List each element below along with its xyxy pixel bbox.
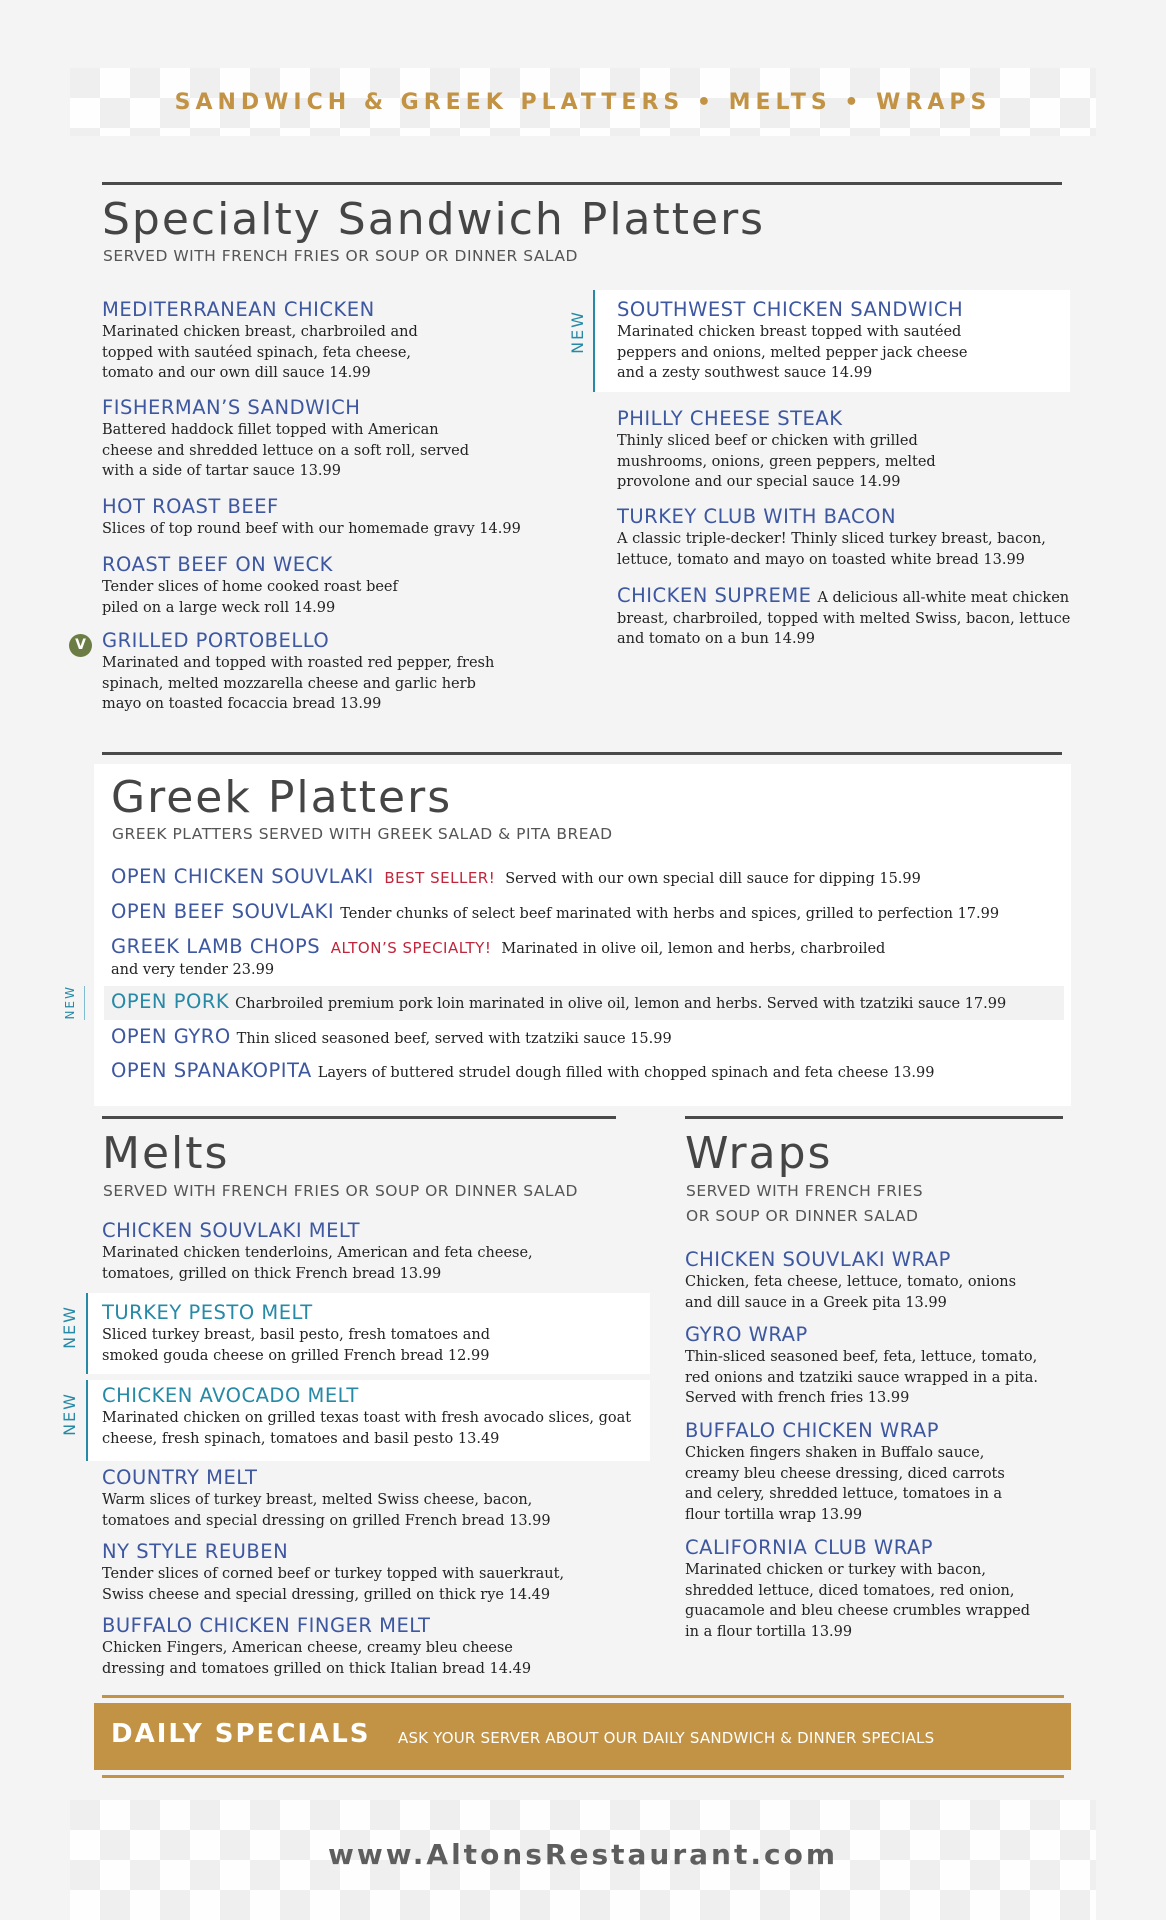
item-name: CHICKEN SUPREME bbox=[617, 584, 812, 607]
wraps-section-subtitle-line1: SERVED WITH FRENCH FRIES bbox=[686, 1182, 924, 1200]
menu-item-chicken-souvlaki-wrap bbox=[685, 1248, 1065, 1313]
daily-specials-banner bbox=[94, 1703, 1071, 1770]
sandwich-divider bbox=[102, 182, 1062, 185]
vegetarian-badge-icon: V bbox=[69, 634, 92, 657]
item-name: OPEN BEEF SOUVLAKI bbox=[111, 900, 335, 923]
daily-specials-top-line bbox=[102, 1695, 1064, 1698]
menu-item-open-pork bbox=[111, 990, 1071, 1017]
menu-item-roast-beef-on-weck bbox=[102, 553, 542, 618]
menu-item-chicken-supreme bbox=[617, 584, 1072, 650]
new-label: NEW bbox=[60, 1305, 79, 1349]
menu-item-ny-style-reuben bbox=[102, 1540, 647, 1605]
item-name: TURKEY CLUB WITH BACON bbox=[617, 505, 897, 528]
new-label: NEW bbox=[568, 310, 587, 354]
item-description: Sliced turkey breast, basil pesto, fresh tomatoes and smoked gouda cheese on grilled French bread 12.99 bbox=[102, 1327, 490, 1364]
menu-item-buffalo-chicken-wrap bbox=[685, 1419, 1065, 1525]
new-indicator-bar bbox=[593, 290, 595, 392]
item-description: Marinated chicken breast, charbroiled and topped with sautéed spinach, feta cheese, tomato and our own dill sauce 14.99 bbox=[102, 324, 418, 381]
item-description: Tender chunks of select beef marinated with herbs and spices, grilled to perfection 17.99 bbox=[340, 906, 1000, 922]
item-name: GREEK LAMB CHOPS bbox=[111, 935, 321, 958]
item-name: PHILLY CHEESE STEAK bbox=[617, 407, 843, 430]
item-description: Served with our own special dill sauce for dipping 15.99 bbox=[505, 871, 921, 887]
menu-item-turkey-club-with-bacon bbox=[617, 505, 1077, 570]
item-name: NY STYLE REUBEN bbox=[102, 1540, 289, 1563]
wraps-section-subtitle-line2: OR SOUP OR DINNER SALAD bbox=[686, 1207, 919, 1225]
item-description: Layers of buttered strudel dough filled with chopped spinach and feta cheese 13.99 bbox=[317, 1065, 935, 1081]
item-description: Thinly sliced beef or chicken with grilled mushrooms, onions, green peppers, melted provolone and our special sauce 14.99 bbox=[617, 433, 936, 490]
item-name: TURKEY PESTO MELT bbox=[102, 1301, 313, 1324]
item-name: COUNTRY MELT bbox=[102, 1466, 258, 1489]
item-description: A classic triple-decker! Thinly sliced turkey breast, bacon, lettuce, tomato and mayo on toasted white bread 13.99 bbox=[617, 531, 1046, 568]
melts-divider bbox=[102, 1116, 616, 1119]
greek-divider bbox=[102, 752, 1062, 755]
menu-item-open-beef-souvlaki bbox=[111, 900, 1071, 927]
item-name: OPEN GYRO bbox=[111, 1025, 231, 1048]
item-description: Battered haddock fillet topped with American cheese and shredded lettuce on a soft roll, served with a side of tartar sauce 13.99 bbox=[102, 422, 470, 479]
new-indicator-bar bbox=[86, 1380, 88, 1461]
item-name: OPEN SPANAKOPITA bbox=[111, 1059, 312, 1082]
item-name: SOUTHWEST CHICKEN SANDWICH bbox=[617, 298, 964, 321]
melts-section-title: Melts bbox=[102, 1128, 230, 1179]
sandwich-section-title: Specialty Sandwich Platters bbox=[102, 194, 766, 245]
wraps-divider bbox=[685, 1116, 1063, 1119]
new-indicator-bar bbox=[84, 986, 85, 1020]
new-indicator-bar bbox=[86, 1293, 88, 1374]
item-description: Thin sliced seasoned beef, served with tzatziki sauce 15.99 bbox=[236, 1031, 672, 1047]
menu-item-greek-lamb-chops bbox=[111, 935, 891, 981]
daily-specials-text: ASK YOUR SERVER ABOUT OUR DAILY SANDWICH & DINNER SPECIALS bbox=[398, 1729, 935, 1747]
item-description: Marinated chicken tenderloins, American and feta cheese, tomatoes, grilled on thick French bread 13.99 bbox=[102, 1245, 533, 1282]
item-description: Chicken fingers shaken in Buffalo sauce, creamy bleu cheese dressing, diced carrots and celery, shredded lettuce, tomatoes in a flour tortilla wrap 13.99 bbox=[685, 1445, 1005, 1523]
new-label: NEW bbox=[60, 1392, 79, 1436]
item-description: Marinated chicken breast topped with sautéed peppers and onions, melted pepper jack cheese and a zesty southwest sauce 14.99 bbox=[617, 324, 968, 381]
item-description: Slices of top round beef with our homemade gravy 14.99 bbox=[102, 521, 521, 537]
item-description: Marinated chicken on grilled texas toast with fresh avocado slices, goat cheese, fresh spinach, tomatoes and basil pesto 13.49 bbox=[102, 1410, 632, 1447]
menu-item-turkey-pesto-melt bbox=[102, 1301, 622, 1366]
item-name: GRILLED PORTOBELLO bbox=[102, 629, 330, 652]
item-description: Marinated in olive oil, lemon and herbs, charbroiled and very tender 23.99 bbox=[111, 941, 886, 978]
item-name: FISHERMAN’S SANDWICH bbox=[102, 396, 361, 419]
menu-item-chicken-avocado-melt bbox=[102, 1384, 647, 1449]
item-name: CHICKEN SOUVLAKI MELT bbox=[102, 1219, 361, 1242]
menu-item-open-gyro bbox=[111, 1025, 1071, 1052]
best-seller-badge: BEST SELLER! bbox=[384, 869, 496, 887]
item-name: OPEN CHICKEN SOUVLAKI bbox=[111, 865, 374, 888]
menu-item-gyro-wrap bbox=[685, 1323, 1065, 1409]
item-description: A delicious all-white meat chicken breast, charbroiled, topped with melted Swiss, bacon, lettuce and tomato on a bun 14.99 bbox=[617, 590, 1071, 647]
menu-item-buffalo-chicken-finger-melt bbox=[102, 1614, 647, 1679]
item-description: Marinated and topped with roasted red pepper, fresh spinach, melted mozzarella cheese and garlic herb mayo on toasted focaccia bread 13.99 bbox=[102, 655, 495, 712]
item-description: Chicken Fingers, American cheese, creamy bleu cheese dressing and tomatoes grilled on thick Italian bread 14.49 bbox=[102, 1640, 532, 1677]
item-name: CHICKEN AVOCADO MELT bbox=[102, 1384, 359, 1407]
menu-item-southwest-chicken-sandwich bbox=[617, 298, 1067, 384]
menu-item-open-chicken-souvlaki bbox=[111, 865, 1071, 892]
item-name: HOT ROAST BEEF bbox=[102, 495, 279, 518]
menu-item-california-club-wrap bbox=[685, 1536, 1065, 1642]
menu-item-hot-roast-beef bbox=[102, 495, 562, 540]
item-description: Marinated chicken or turkey with bacon, shredded lettuce, diced tomatoes, red onion, guacamole and bleu cheese crumbles wrapped in a flour tortilla 13.99 bbox=[685, 1562, 1031, 1640]
melts-section-subtitle: SERVED WITH FRENCH FRIES OR SOUP OR DINNER SALAD bbox=[103, 1182, 578, 1200]
wraps-section-title: Wraps bbox=[685, 1128, 833, 1179]
menu-item-country-melt bbox=[102, 1466, 647, 1531]
footer-banner bbox=[70, 1800, 1096, 1920]
daily-specials-bottom-line bbox=[102, 1775, 1064, 1778]
sandwich-section-subtitle: SERVED WITH FRENCH FRIES OR SOUP OR DINNER SALAD bbox=[103, 247, 578, 265]
item-description: Chicken, feta cheese, lettuce, tomato, onions and dill sauce in a Greek pita 13.99 bbox=[685, 1274, 1017, 1311]
item-name: BUFFALO CHICKEN FINGER MELT bbox=[102, 1614, 431, 1637]
menu-item-grilled-portobello bbox=[102, 629, 542, 715]
item-name: CHICKEN SOUVLAKI WRAP bbox=[685, 1248, 951, 1271]
menu-item-chicken-souvlaki-melt bbox=[102, 1219, 622, 1284]
new-label: NEW bbox=[63, 985, 77, 1020]
item-description: Tender slices of corned beef or turkey topped with sauerkraut, Swiss cheese and special dressing, grilled on thick rye 14.49 bbox=[102, 1566, 565, 1603]
greek-section-subtitle: GREEK PLATTERS SERVED WITH GREEK SALAD & PITA BREAD bbox=[112, 825, 613, 843]
menu-item-open-spanakopita bbox=[111, 1059, 1071, 1086]
item-description: Thin-sliced seasoned beef, feta, lettuce, tomato, red onions and tzatziki sauce wrapped in a pita. Served with french fries 13.99 bbox=[685, 1349, 1038, 1406]
altons-specialty-badge: ALTON’S SPECIALTY! bbox=[330, 939, 492, 957]
daily-specials-title: DAILY SPECIALS bbox=[111, 1719, 371, 1749]
top-banner bbox=[70, 68, 1096, 136]
menu-item-philly-cheese-steak bbox=[617, 407, 1067, 493]
item-name: BUFFALO CHICKEN WRAP bbox=[685, 1419, 940, 1442]
item-description: Warm slices of turkey breast, melted Swiss cheese, bacon, tomatoes and special dressing on grilled French bread 13.99 bbox=[102, 1492, 551, 1529]
item-name: ROAST BEEF ON WECK bbox=[102, 553, 333, 576]
item-name: MEDITERRANEAN CHICKEN bbox=[102, 298, 375, 321]
item-name: CALIFORNIA CLUB WRAP bbox=[685, 1536, 934, 1559]
greek-section-title: Greek Platters bbox=[111, 772, 453, 823]
item-name: OPEN PORK bbox=[111, 990, 230, 1013]
menu-item-mediterranean-chicken bbox=[102, 298, 542, 384]
top-banner-text: SANDWICH & GREEK PLATTERS • MELTS • WRAPS bbox=[174, 90, 992, 115]
menu-item-fishermans-sandwich bbox=[102, 396, 542, 482]
website-link[interactable]: www.AltonsRestaurant.com bbox=[327, 1838, 839, 1871]
item-name: GYRO WRAP bbox=[685, 1323, 808, 1346]
item-description: Charbroiled premium pork loin marinated in olive oil, lemon and herbs. Served with tzatziki sauce 17.99 bbox=[235, 996, 1007, 1012]
item-description: Tender slices of home cooked roast beef piled on a large weck roll 14.99 bbox=[102, 579, 398, 616]
